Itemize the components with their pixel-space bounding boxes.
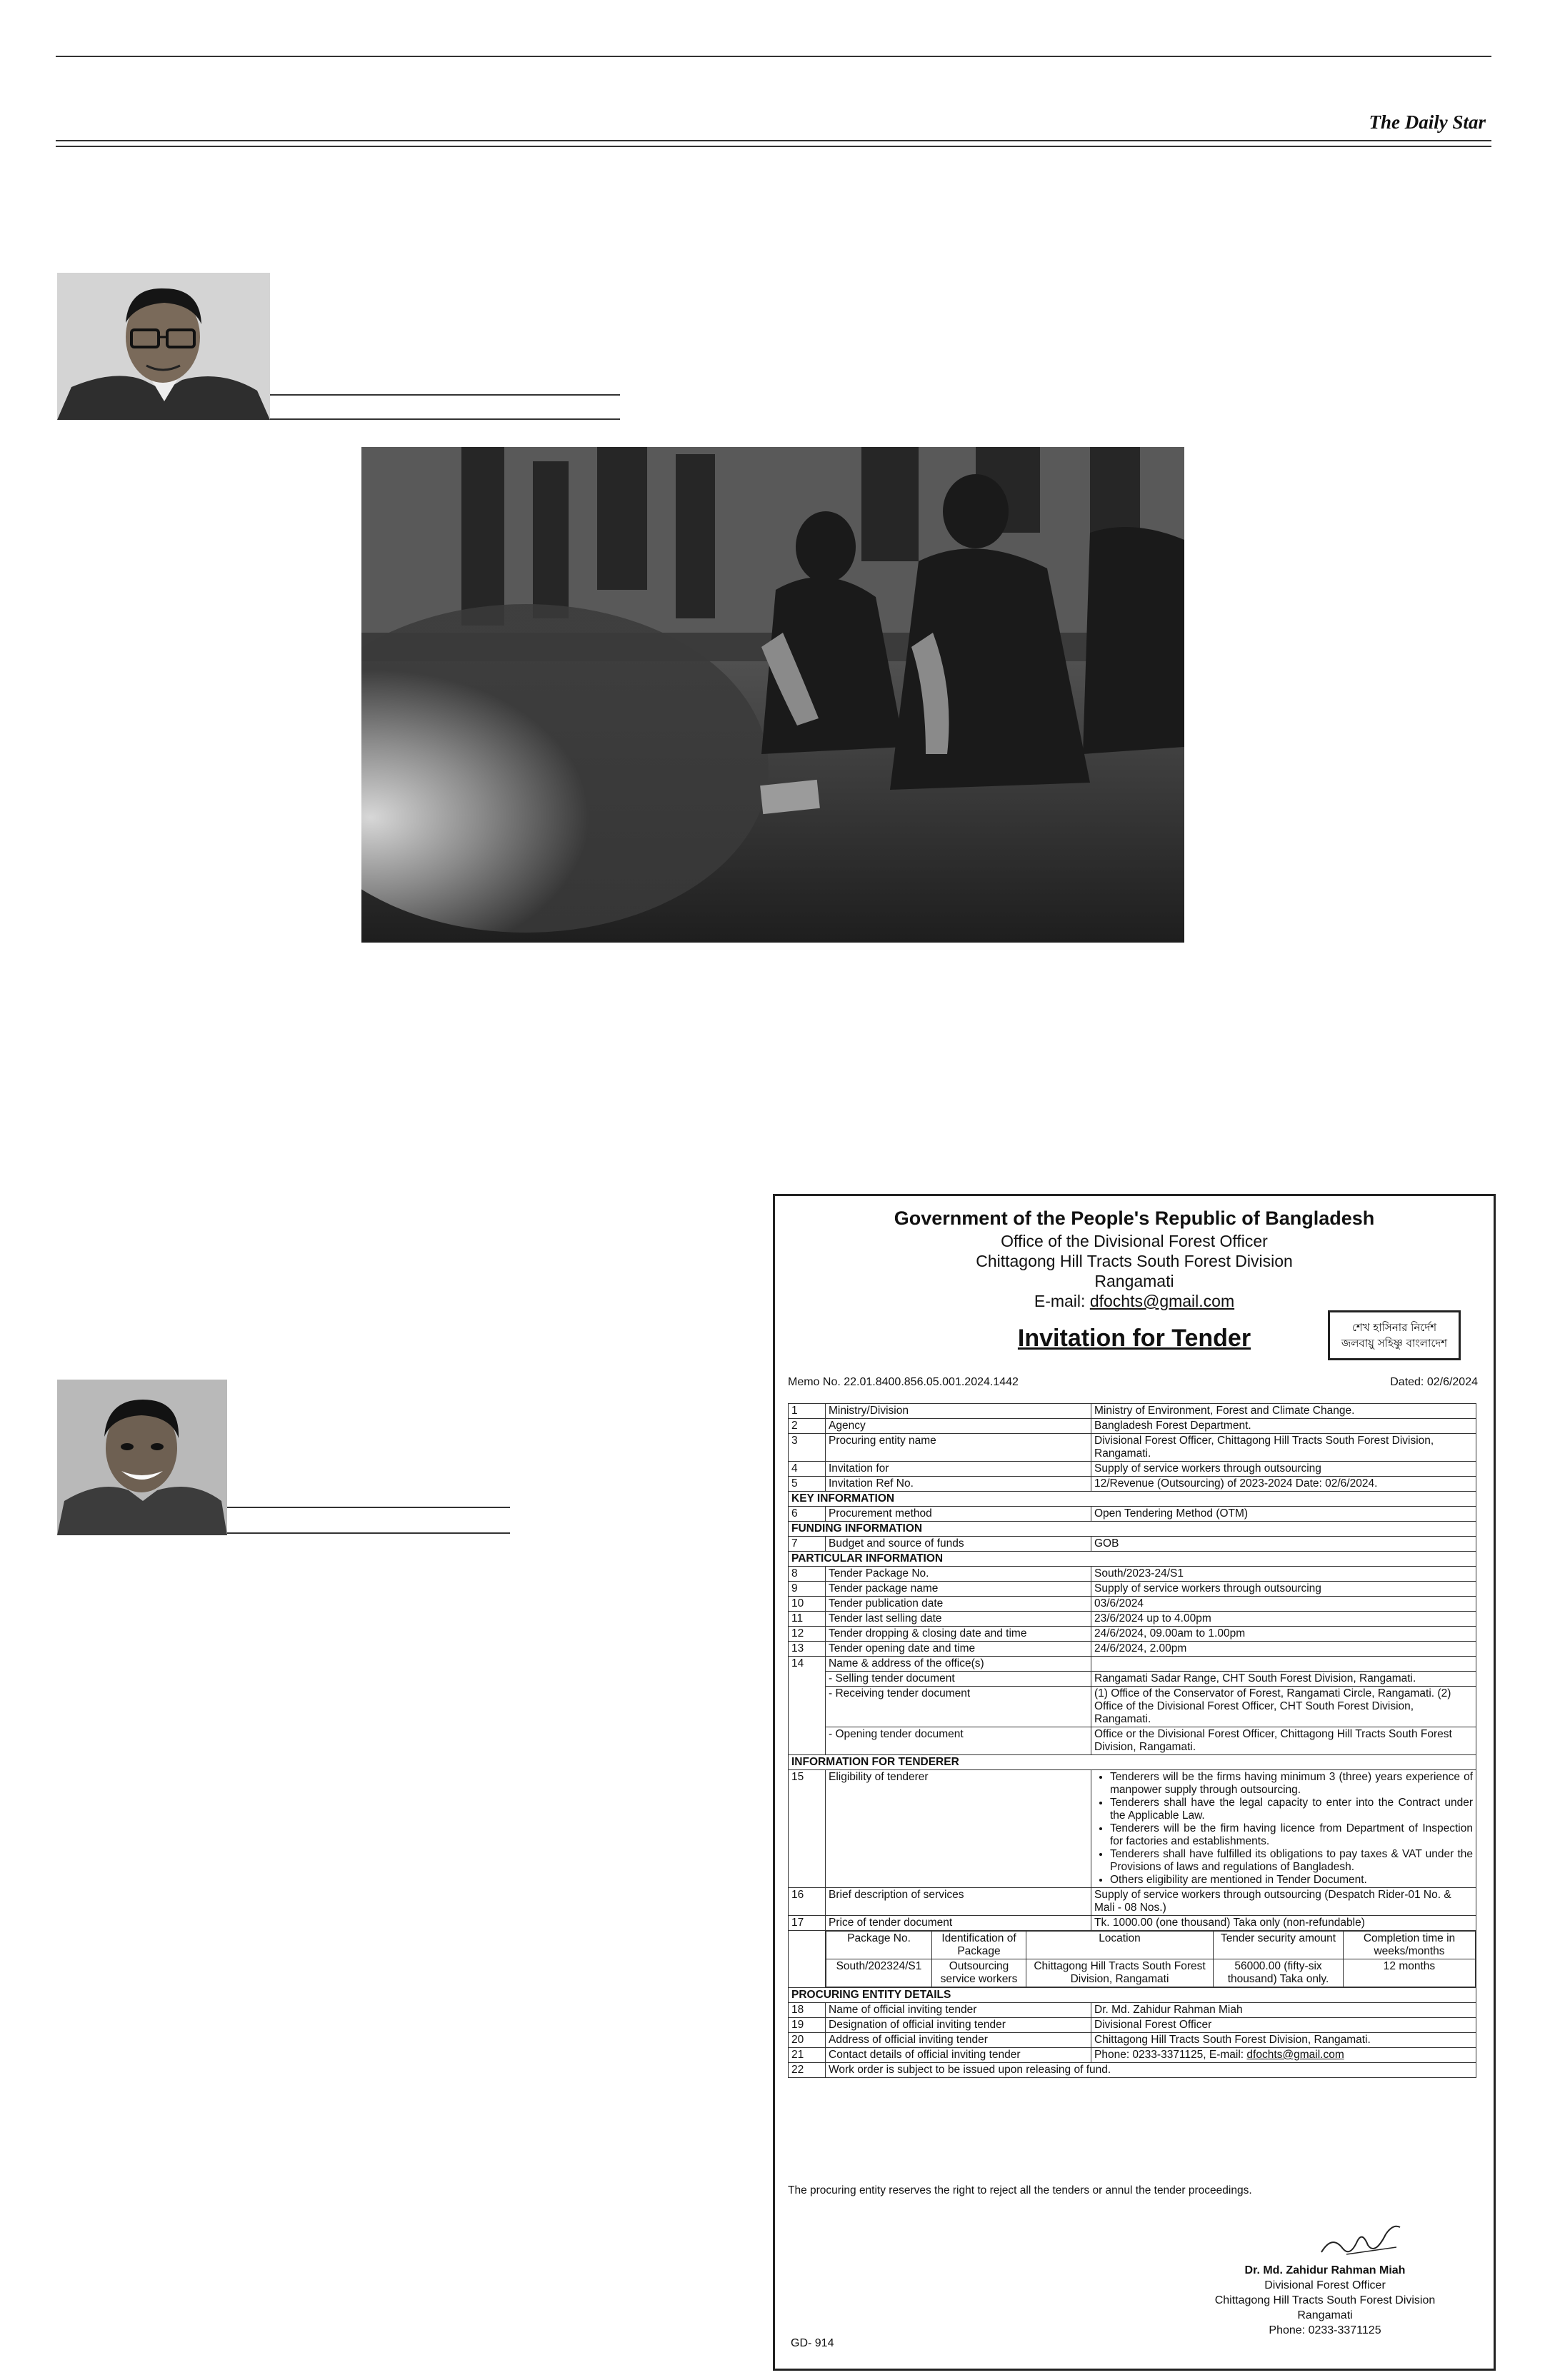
signatory-division: Chittagong Hill Tracts South Forest Division xyxy=(1214,2294,1436,2306)
package-header: Identification of Package xyxy=(932,1932,1026,1959)
package-header: Completion time in weeks/months xyxy=(1344,1932,1476,1959)
row-number: 15 xyxy=(789,1770,826,1888)
row-number: 18 xyxy=(789,2003,826,2018)
section-header xyxy=(789,1552,1476,1567)
row-number: 22 xyxy=(789,2063,826,2078)
table-row xyxy=(789,1477,1476,1492)
row-value: 12/Revenue (Outsourcing) of 2023-2024 Date: 02/6/2024. xyxy=(1091,1477,1476,1492)
row-label: Name & address of the office(s) xyxy=(826,1657,1091,1672)
row-value: Dr. Md. Zahidur Rahman Miah xyxy=(1091,2003,1476,2018)
table-row xyxy=(789,1462,1476,1477)
row-label: Budget and source of funds xyxy=(826,1537,1091,1552)
masthead-logo: The Daily Star xyxy=(1369,111,1486,133)
package-header: Location xyxy=(1026,1932,1214,1959)
row-number: 5 xyxy=(789,1477,826,1492)
row-number: 2 xyxy=(789,1419,826,1434)
row-number: 19 xyxy=(789,2018,826,2033)
row-label: Tender publication date xyxy=(826,1597,1091,1612)
table-row xyxy=(789,1687,1476,1727)
row-number: 10 xyxy=(789,1597,826,1612)
row-value: Supply of service workers through outsourcing (Despatch Rider-01 No. & Mali - 08 Nos.) xyxy=(1091,1888,1476,1916)
seal-text-2: জলবায়ু সহিষ্ণু বাংলাদেশ xyxy=(1341,1337,1448,1350)
package-cell-value: 56000.00 (fifty-six thousand) Taka only. xyxy=(1214,1959,1344,1987)
second-columnist-photo xyxy=(57,1380,227,1535)
row-value: (1) Office of the Conservator of Forest, Rangamati Circle, Rangamati. (2) Office of the Divisional Forest Officer, CHT South Forest Division, Rangamati. xyxy=(1091,1687,1476,1727)
row-number: 13 xyxy=(789,1642,826,1657)
row-label: Procurement method xyxy=(826,1507,1091,1522)
table-row xyxy=(789,1537,1476,1552)
row-value: Rangamati Sadar Range, CHT South Forest Division, Rangamati. xyxy=(1091,1672,1476,1687)
row-number: 7 xyxy=(789,1537,826,1552)
memo-number: Memo No. 22.01.8400.856.05.001.2024.1442 xyxy=(788,1376,1019,1388)
byline-rule-4 xyxy=(227,1532,510,1534)
row-label: Tender package name xyxy=(826,1582,1091,1597)
row-label: Address of official inviting tender xyxy=(826,2033,1091,2048)
row-label: Designation of official inviting tender xyxy=(826,2018,1091,2033)
table-row xyxy=(789,2033,1476,2048)
row-value: Tk. 1000.00 (one thousand) Taka only (non-refundable) xyxy=(1091,1916,1476,1931)
list-item: • Tenderers will be the firms having minimum 3 (three) years experience of manpower supply through outsourcing. xyxy=(1110,1771,1473,1797)
byline-rule-2 xyxy=(270,418,620,420)
row-label: Contact details of official inviting tender xyxy=(826,2048,1091,2063)
row-label: Invitation for xyxy=(826,1462,1091,1477)
email-link[interactable]: dfochts@gmail.com xyxy=(1089,1292,1235,1310)
package-cell-value: 12 months xyxy=(1344,1959,1476,1987)
row-value: Supply of service workers through outsourcing xyxy=(1091,1462,1476,1477)
row-value: Chittagong Hill Tracts South Forest Division, Rangamati. xyxy=(1091,2033,1476,2048)
row-value xyxy=(1091,1657,1476,1672)
eligibility-list xyxy=(1094,1771,1473,1887)
package-header-row xyxy=(826,1932,1476,1959)
contact-phone: Phone: 0233-3371125, E-mail: xyxy=(1094,2049,1244,2061)
tender-details-table xyxy=(788,1403,1476,2078)
columnist-photo xyxy=(57,273,270,420)
package-cell-value: Chittagong Hill Tracts South Forest Division, Rangamati xyxy=(1026,1959,1214,1987)
list-item: • Tenderers will be the firm having licence from Department of Inspection for factories and establishments. xyxy=(1110,1822,1473,1848)
row-label: Brief description of services xyxy=(826,1888,1091,1916)
row-value xyxy=(1091,2048,1476,2063)
row-number: 21 xyxy=(789,2048,826,2063)
memo-date: Dated: 02/6/2024 xyxy=(1390,1376,1478,1388)
table-row xyxy=(789,2018,1476,2033)
row-label: - Receiving tender document xyxy=(826,1687,1091,1727)
row-value: Supply of service workers through outsourcing xyxy=(1091,1582,1476,1597)
row-label: Name of official inviting tender xyxy=(826,2003,1091,2018)
table-row xyxy=(789,1642,1476,1657)
row-value: South/2023-24/S1 xyxy=(1091,1567,1476,1582)
signatory-phone: Phone: 0233-3371125 xyxy=(1269,2324,1381,2336)
row-number: 16 xyxy=(789,1888,826,1916)
signatory-city: Rangamati xyxy=(1297,2309,1353,2321)
section-header xyxy=(789,1492,1476,1507)
header-rule-1 xyxy=(56,140,1491,141)
package-data-row xyxy=(826,1959,1476,1987)
table-row xyxy=(789,1770,1476,1888)
row-label: Ministry/Division xyxy=(826,1404,1091,1419)
tender-title: Invitation for Tender xyxy=(1017,1325,1251,1352)
row-label: Tender dropping & closing date and time xyxy=(826,1627,1091,1642)
row-number: 12 xyxy=(789,1627,826,1642)
division-heading: Chittagong Hill Tracts South Forest Division xyxy=(976,1252,1293,1270)
row-value: GOB xyxy=(1091,1537,1476,1552)
table-row xyxy=(789,1627,1476,1642)
email-line xyxy=(775,1292,1494,1311)
section-title: PARTICULAR INFORMATION xyxy=(789,1552,1476,1567)
package-cell xyxy=(826,1931,1476,1988)
table-row xyxy=(789,1597,1476,1612)
table-row xyxy=(789,1888,1476,1916)
row-label: Tender opening date and time xyxy=(826,1642,1091,1657)
row-label: Tender Package No. xyxy=(826,1567,1091,1582)
row-value: Bangladesh Forest Department. xyxy=(1091,1419,1476,1434)
row-label: - Opening tender document xyxy=(826,1727,1091,1755)
signatory-title: Divisional Forest Officer xyxy=(1264,2279,1386,2291)
section-header xyxy=(789,1988,1476,2003)
tender-advertisement xyxy=(773,1194,1496,2371)
row-value: 03/6/2024 xyxy=(1091,1597,1476,1612)
byline-rule-1 xyxy=(270,394,620,396)
office-heading: Office of the Divisional Forest Officer xyxy=(1001,1232,1268,1250)
top-rule xyxy=(56,56,1491,57)
row-number: 3 xyxy=(789,1434,826,1462)
table-row xyxy=(789,2063,1476,2078)
row-number: 1 xyxy=(789,1404,826,1419)
email-label: E-mail: xyxy=(1034,1292,1086,1310)
row-value: 24/6/2024, 09.00am to 1.00pm xyxy=(1091,1627,1476,1642)
section-title: INFORMATION FOR TENDERER xyxy=(789,1755,1476,1770)
table-row xyxy=(789,1727,1476,1755)
signature-block xyxy=(1175,2263,1475,2338)
government-heading: Government of the People's Republic of Bangladesh xyxy=(894,1207,1375,1229)
footer-note: The procuring entity reserves the right to reject all the tenders or annul the tender proceedings. xyxy=(788,2184,1252,2196)
row-value: Divisional Forest Officer xyxy=(1091,2018,1476,2033)
list-item: • Tenderers shall have fulfilled its obligations to pay taxes & VAT under the Provisions of laws and regulations of Bangladesh. xyxy=(1110,1848,1473,1874)
row-number: 8 xyxy=(789,1567,826,1582)
section-header xyxy=(789,1522,1476,1537)
table-row xyxy=(789,1419,1476,1434)
section-title: KEY INFORMATION xyxy=(789,1492,1476,1507)
table-row xyxy=(789,1672,1476,1687)
section-title: FUNDING INFORMATION xyxy=(789,1522,1476,1537)
table-row xyxy=(789,2003,1476,2018)
table-row xyxy=(789,1507,1476,1522)
package-header: Tender security amount xyxy=(1214,1932,1344,1959)
gd-number: GD- 914 xyxy=(791,2337,834,2349)
row-label: Agency xyxy=(826,1419,1091,1434)
list-item: • Others eligibility are mentioned in Tender Document. xyxy=(1110,1874,1473,1887)
table-row xyxy=(789,1567,1476,1582)
row-number: 17 xyxy=(789,1916,826,1931)
table-row xyxy=(789,1404,1476,1419)
package-header: Package No. xyxy=(826,1932,932,1959)
table-row xyxy=(789,1657,1476,1672)
table-row xyxy=(789,2048,1476,2063)
row-label: Procuring entity name xyxy=(826,1434,1091,1462)
row-value: Office or the Divisional Forest Officer, Chittagong Hill Tracts South Forest Division, Rangamati. xyxy=(1091,1727,1476,1755)
header-rule-2 xyxy=(56,146,1491,147)
row-value: Open Tendering Method (OTM) xyxy=(1091,1507,1476,1522)
list-item: • Tenderers shall have the legal capacity to enter into the Contract under the Applicable Law. xyxy=(1110,1797,1473,1822)
package-table xyxy=(826,1931,1476,1987)
byline-rule-3 xyxy=(227,1507,510,1508)
table-row xyxy=(789,1582,1476,1597)
table-row xyxy=(789,1916,1476,1931)
row-label: Price of tender document xyxy=(826,1916,1091,1931)
signature-scribble xyxy=(1318,2213,1404,2263)
row-number: 11 xyxy=(789,1612,826,1627)
contact-email-link[interactable]: dfochts@gmail.com xyxy=(1246,2049,1344,2061)
row-number: 9 xyxy=(789,1582,826,1597)
row-number: 20 xyxy=(789,2033,826,2048)
eligibility-list-cell xyxy=(1091,1770,1476,1888)
row-number: 14 xyxy=(789,1657,826,1755)
row-number: 6 xyxy=(789,1507,826,1522)
row-value: Ministry of Environment, Forest and Climate Change. xyxy=(1091,1404,1476,1419)
table-row xyxy=(789,1612,1476,1627)
package-cell-value: South/202324/S1 xyxy=(826,1959,932,1987)
city-heading: Rangamati xyxy=(1094,1272,1174,1290)
package-cell-value: Outsourcing service workers xyxy=(932,1959,1026,1987)
row-value: 24/6/2024, 2.00pm xyxy=(1091,1642,1476,1657)
row-label: Tender last selling date xyxy=(826,1612,1091,1627)
main-news-photo xyxy=(361,447,1184,943)
row-label: - Selling tender document xyxy=(826,1672,1091,1687)
row-value: 23/6/2024 up to 4.00pm xyxy=(1091,1612,1476,1627)
signatory-name: Dr. Md. Zahidur Rahman Miah xyxy=(1244,2264,1406,2276)
empty-cell xyxy=(789,1931,826,1988)
table-row xyxy=(789,1434,1476,1462)
row-label: Eligibility of tenderer xyxy=(826,1770,1091,1888)
row-label: Work order is subject to be issued upon releasing of fund. xyxy=(826,2063,1476,2078)
row-number: 4 xyxy=(789,1462,826,1477)
row-label: Invitation Ref No. xyxy=(826,1477,1091,1492)
package-table-row xyxy=(789,1931,1476,1988)
section-header xyxy=(789,1755,1476,1770)
row-value: Divisional Forest Officer, Chittagong Hill Tracts South Forest Division, Rangamati. xyxy=(1091,1434,1476,1462)
seal-text-1: শেখ হাসিনার নির্দেশ xyxy=(1351,1321,1437,1334)
section-title: PROCURING ENTITY DETAILS xyxy=(789,1988,1476,2003)
